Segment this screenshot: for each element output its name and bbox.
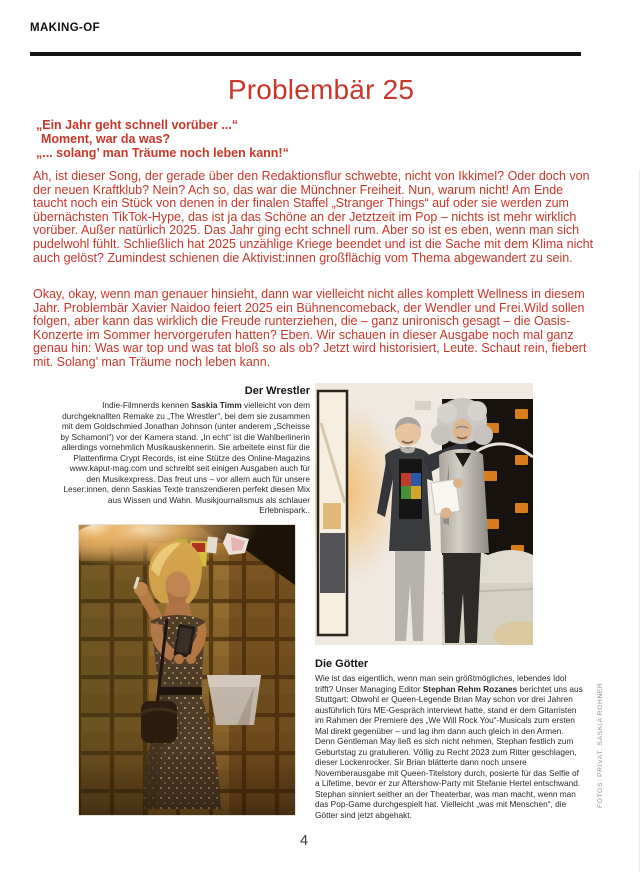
lead-paragraph-2: Okay, okay, wenn man genauer hinsieht, dann war vielleicht nicht alles komplett Wellness in diesem Jahr. Problembär Xavier Naidoo feiert 2025 ein Bühnencomeback, der Wendler und Frei.Wild sollen folgen, aber kann das wirklich die Freude runterziehen, die – ganz unironisch gesagt – die Oasis-Konzerte im Sommer hervorgerufen hatten? Eben. Wir schauen in dieser Ausgabe noch mal ganz genau hin: Was war top und was tat bloß so als ob? Jetzt wird historisiert, Leute. Schaut rein, fiebert mit. Solang’ man Träume noch leben kann. [33, 287, 587, 369]
wrestler-section [58, 385, 310, 516]
wrestler-body [58, 400, 310, 516]
quote-line: Moment, war da was? [41, 132, 171, 146]
header-rule [30, 52, 581, 56]
quote-line: „... solang’ man Träume noch leben kann!“ [36, 146, 289, 160]
wrestler-body-name: Saskia Timm [191, 400, 242, 410]
goetter-body [315, 673, 583, 820]
section-kicker: MAKING-OF [30, 22, 101, 34]
goetter-body-pre: Wie ist das eigentlich, wenn man sein größtmögliches, lebendes Idol trifft? Unser Managing Editor [315, 673, 567, 694]
page-title: Problembär 25 [227, 74, 415, 105]
page-edge-line [639, 170, 640, 872]
wrestler-heading: Der Wrestler [244, 385, 310, 397]
wrestler-body-post: vielleicht von dem durchgeknallten Remake zu „The Wrestler“, bei dem sie zusammen mit dem Goldschmied Jonathan Johnson (unter anderem „Scheisse by Schamoni“) vor der Kamera stand. „In echt“ ist die Wahlberlinerin allerdings vornehmlich Musikauskennerin. Sie arbeitete einst für die Plattenfirma Crypt Records, ist eine Stütze des Online-Magazins www.kaput-mag.com und schreibt seit einigen Ausgaben auch für den Musikexpress. Das freut uns – vor allem auch für unsere Leser:innen, denn Saskias Texte transzendieren perfekt diesen Mix aus Wissen und Wahn. Musikjournalismus als schlauer Erlebnispark.. [60, 400, 310, 515]
photo-credit: FOTOS: PRIVAT, SASKIA ROHNER [597, 682, 604, 808]
goetter-heading: Die Götter [315, 658, 369, 670]
wrestler-selfie-illustration [79, 525, 295, 815]
wrestler-selfie-photo [78, 524, 296, 816]
page-number: 4 [299, 833, 309, 849]
wrestler-body-pre: Indie-Filmnerds kennen [102, 400, 192, 410]
lead-paragraph-1: Ah, ist dieser Song, der gerade über den Redaktionsflur schwebte, nicht von Ikkimel? Oder doch von der neuen Kraftklub? Nein? Ach so, das war die Münchner Freiheit. Nun, warum nicht! Am Ende taucht noch ein Stück von denen in der finalen Staffel „Stranger Things“ auf oder sie werden zum übernächsten TikTok-Hype, das ist ja das Schöne an der Jetztzeit im Pop – nichts ist mehr wirklich vorüber. Außer natürlich 2025. Das Jahr ging echt schnell rum. Aber so ist es eben, wenn man sich pudelwohl fühlt. Schließlich hat 2025 unzählige Kriege beendet und ist die Sache mit dem Klima nicht auch gelöst? Zumindest schienen die Aktivist:innen großflächig vom Thema abgewandert zu sein. [33, 169, 594, 265]
goetter-photo [315, 383, 533, 645]
goetter-section [315, 658, 583, 820]
goetter-body-name: Stephan Rehm Rozanes [422, 683, 518, 694]
intro-quotes [36, 118, 456, 160]
goetter-body-post: berichtet uns aus Stuttgart: Obwohl er Queen-Legende Brian May schon vor drei Jahren ausführlich fürs ME-Gespräch interviewt hatte, stand er dem Gitarristen im Rahmen der Premiere des „We Will Rock You“-Musicals zum ersten Mal direkt gegenüber – und lag ihm dann auch gleich in den Armen. Denn Gentleman May ließ es sich nicht nehmen, Stephan festlich zum Geburtstag zu gratulieren. Völlig zu Recht 2023 zum Ritter geschlagen, dieser Lockenrocker. Sir Brian blätterte dann noch unsere Novemberausgabe mit Queen-Titelstory durch, posierte für das Selfie of a Lifetime, bevor er zur Aftershow-Party mit Stefanie Hertel entschwand. Stephan sinniert seither an der Theaterbar, was man macht, wenn man das Pop-Game durchgespielt hat. Vielleicht „was mit Menschen“, die Götter sind jetzt abgehakt. [315, 683, 583, 820]
quote-line: „Ein Jahr geht schnell vorüber ...“ [36, 118, 239, 132]
goetter-illustration [315, 383, 533, 645]
